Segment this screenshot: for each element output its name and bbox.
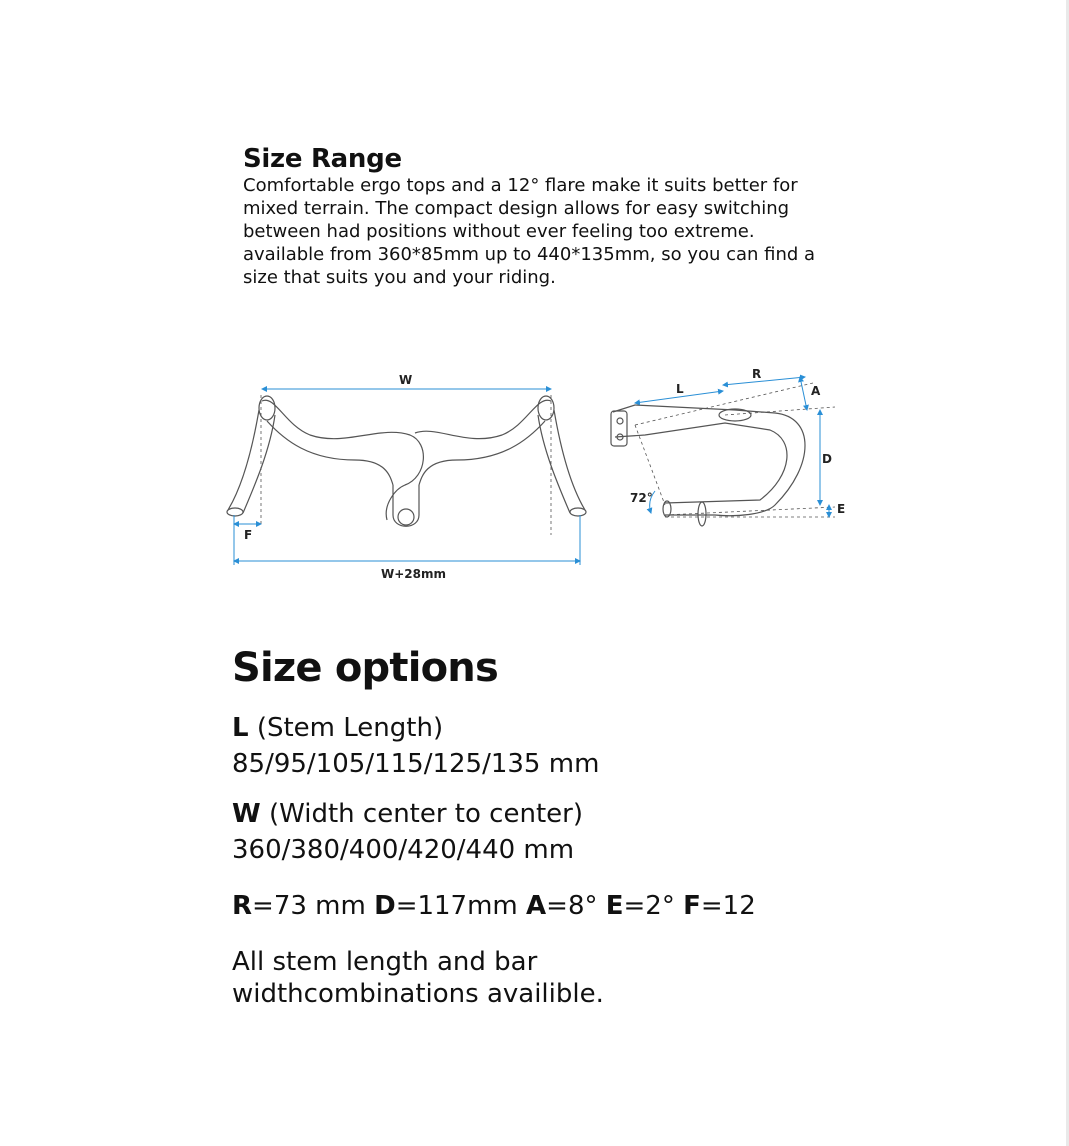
description-line: size that suits you and your riding.: [243, 267, 556, 288]
front-stem-bolt: [398, 509, 414, 525]
a-dimension-line: [800, 377, 807, 410]
bar-width-heading: [232, 796, 932, 832]
a-label: A: [811, 384, 821, 398]
width-desc: (Width center to center): [260, 799, 583, 829]
stem-length-heading: [232, 710, 932, 746]
spec-value: =2°: [623, 891, 684, 921]
f-label: F: [244, 528, 253, 542]
side-clamp: [611, 411, 627, 446]
spec-key: A: [526, 891, 547, 921]
note-line: All stem length and bar: [232, 947, 538, 977]
stem-key: L: [232, 713, 249, 743]
d-label: D: [822, 452, 832, 466]
front-top-bar-lower: [267, 421, 393, 485]
stem-desc: (Stem Length): [248, 713, 444, 743]
bar-width-values: 360/380/400/420/440 mm: [232, 835, 575, 865]
fixed-specs: [232, 888, 932, 924]
e-label: E: [837, 502, 846, 516]
spec-key: F: [683, 891, 701, 921]
l-label: L: [676, 382, 684, 396]
front-view: [227, 396, 586, 526]
size-range-title: Size Range: [243, 144, 402, 174]
handlebar-drawing: [215, 355, 875, 595]
description-line: available from 360*85mm up to 440*135mm, so you can find a: [243, 244, 816, 265]
spec-key: R: [232, 891, 253, 921]
w-label: W: [399, 373, 413, 387]
description-line: Comfortable ergo tops and a 12° flare make it suits better for: [243, 175, 798, 196]
spec-value: =8°: [546, 891, 606, 921]
combinations-note: [232, 946, 932, 1010]
r-label: R: [752, 367, 762, 381]
w-plus-label: W+28mm: [381, 567, 446, 581]
stem-length-option: [232, 710, 932, 782]
size-range-description: [243, 174, 863, 289]
stem-length-values: 85/95/105/115/125/135 mm: [232, 749, 600, 779]
spec-value: =73 mm: [252, 891, 375, 921]
width-key: W: [232, 799, 261, 829]
specs-line: [232, 888, 932, 924]
note-line: widthcombinations availible.: [232, 979, 604, 1009]
side-view: [611, 405, 805, 526]
size-range-section: [243, 144, 863, 289]
bar-width-option: [232, 796, 932, 868]
left-drop: [228, 410, 275, 513]
handlebar-dimension-diagram: [215, 355, 875, 595]
description-line: between had positions without ever feeling too extreme.: [243, 221, 755, 242]
spec-value: =12: [700, 891, 756, 921]
angle-label: 72°: [630, 491, 653, 505]
right-drop: [538, 410, 585, 513]
spec-key: E: [605, 891, 624, 921]
spec-value: =117mm: [395, 891, 527, 921]
front-top-bar: [262, 400, 423, 520]
size-options-section: [232, 640, 932, 1010]
r-dimension-line: [723, 377, 805, 385]
description-line: mixed terrain. The compact design allows for easy switching: [243, 198, 790, 219]
spec-key: D: [374, 891, 396, 921]
size-options-title: Size options: [232, 645, 498, 691]
